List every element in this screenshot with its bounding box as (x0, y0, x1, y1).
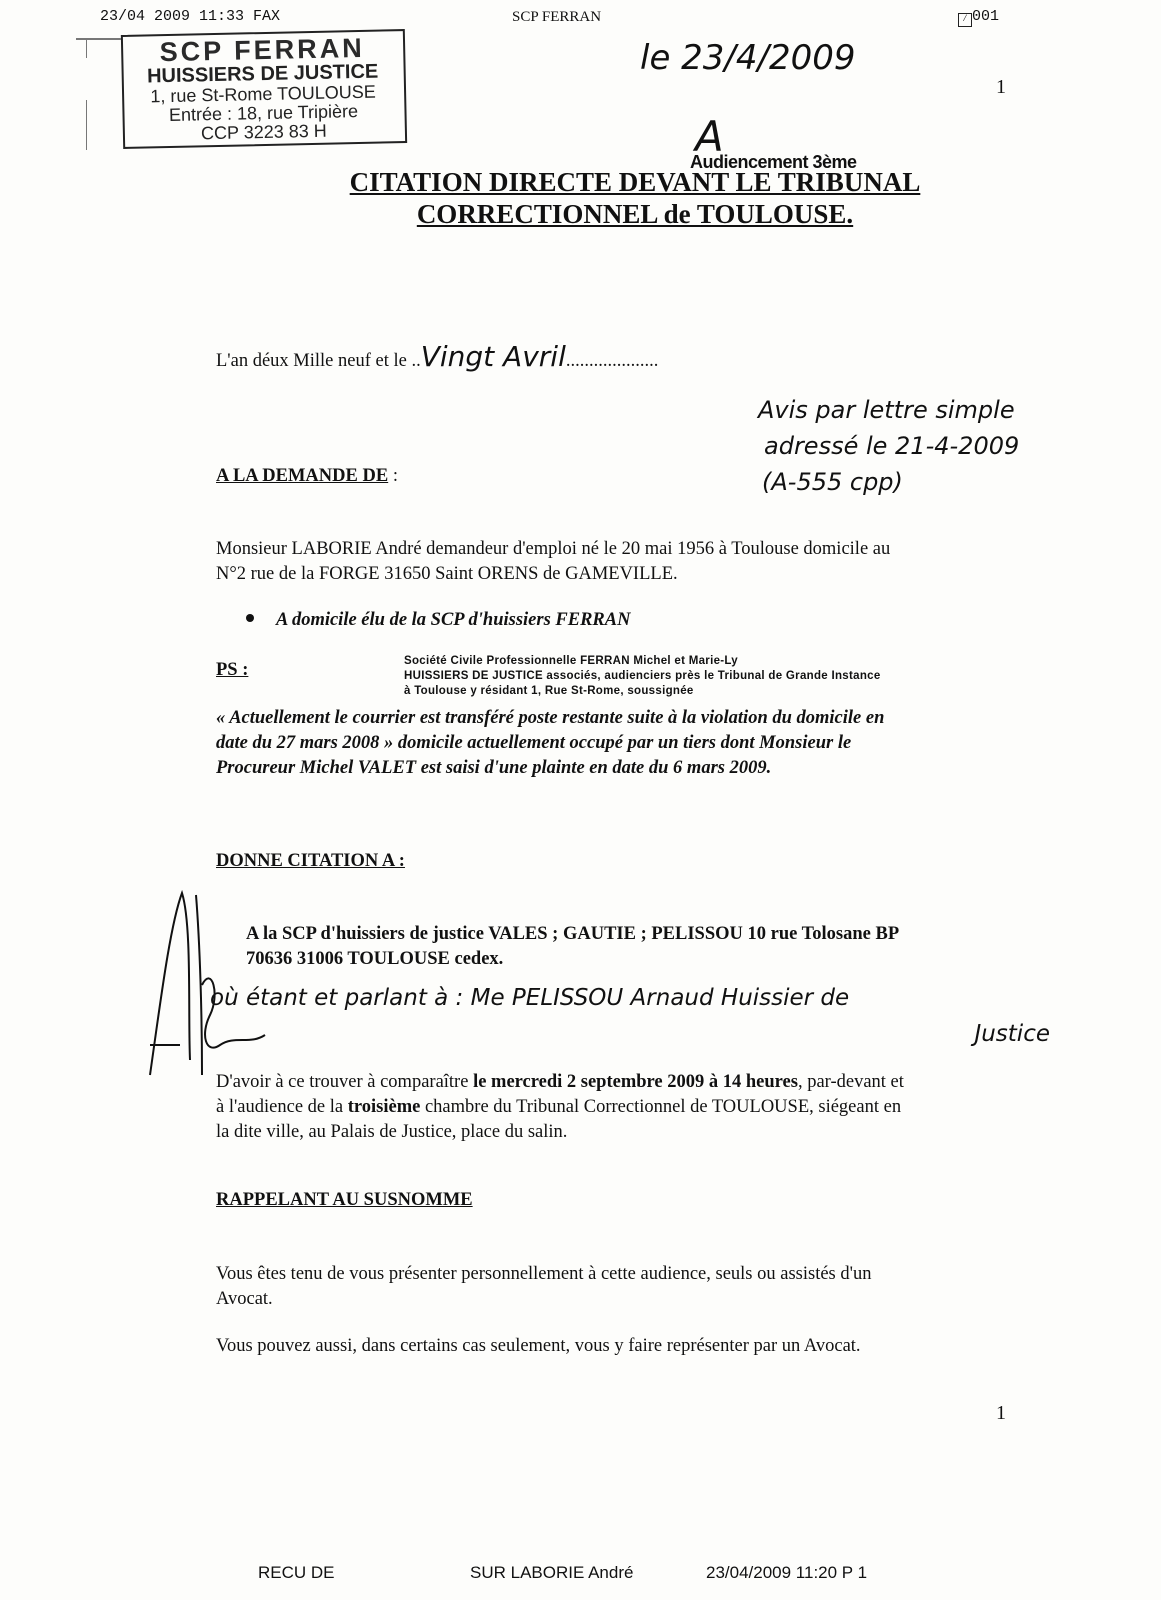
bailiff-stamp (121, 29, 407, 149)
rappel-paragraph-2: Vous pouvez aussi, dans certains cas seulement, vous y faire représenter par un Avocat. (216, 1336, 861, 1356)
ps-label: PS : (216, 660, 249, 680)
intro-line: L'an déux Mille neuf et le ..Vingt Avril.................... (216, 340, 659, 373)
handwritten-day: Vingt Avril (420, 340, 566, 373)
margin-mark (86, 100, 87, 150)
domicile-bullet: A domicile élu de la SCP d'huissiers FERRAN (246, 608, 630, 633)
rappel-heading: RAPPELANT AU SUSNOMME (216, 1190, 473, 1210)
bullet-icon (246, 614, 254, 622)
ps-text: « Actuellement le courrier est transféré poste restante suite à la violation du domicile en date du 27 mars 2008 » domicile actuellement occupé par un tiers dont Monsieur le Procureur Michel VALET est saisi d'une plainte en date du 6 mars 2009. (216, 708, 885, 778)
demande-heading: A LA DEMANDE DE : (216, 466, 398, 486)
stamp-line: 1, rue St-Rome TOULOUSE (150, 82, 376, 107)
page-number-bottom: 1 (996, 1402, 1006, 1424)
fax-footer-received: RECU DE (258, 1563, 335, 1582)
handwritten-service: où étant et parlant à : Me PELISSOU Arnaud Huissier de Justice (210, 985, 1050, 1047)
title-line: CORRECTIONNEL de TOULOUSE. (416, 199, 854, 229)
handwritten-notice: Avis par lettre simple adressé le 21-4-2009 (A-555 cpp) (758, 396, 1020, 496)
stamp-line: CCP 3223 83 H (200, 120, 327, 144)
fax-footer-from: SUR LABORIE André (470, 1563, 634, 1582)
stamp-line: HUISSIERS DE JUSTICE (146, 60, 379, 88)
demande-text: Monsieur LABORIE André demandeur d'emploi né le 20 mai 1956 à Toulouse domicile au N°2 rue de la FORGE 31650 Saint ORENS de GAMEVILLE. (216, 539, 891, 584)
handwritten-date: le 23/4/2009 (640, 38, 856, 78)
margin-mark (86, 40, 87, 58)
citation-address: A la SCP d'huissiers de justice VALES ; GAUTIE ; PELISSOU 10 rue Tolosane BP 70636 31006 TOULOUSE cedex. (246, 924, 900, 969)
fax-datetime: 23/04 2009 11:33 FAX (100, 8, 281, 25)
fax-page-code: ⁄ 001 (958, 8, 999, 27)
fax-footer-datetime: 23/04/2009 11:20 P 1 (706, 1563, 868, 1582)
comparaitre-paragraph: D'avoir à ce trouver à comparaître le mercredi 2 septembre 2009 à 14 heures, par-devant et à l'audience de la troisième chambre du Tribunal Correctionnel de TOULOUSE, siégeant en la dite ville, au Palais de Justice, place du salin. (216, 1072, 904, 1142)
fax-checkbox-icon: ⁄ (958, 13, 972, 27)
stamp-line: SCP FERRAN (159, 32, 365, 68)
ps-stamp-block: Société Civile Professionnelle FERRAN Michel et Marie-Ly HUISSIERS DE JUSTICE associés, audienciers près le Tribunal de Grande Instance à Toulouse y résidant 1, Rue St-Rome, soussignée (404, 655, 881, 697)
rappel-paragraph-1: Vous êtes tenu de vous présenter personnellement à cette audience, seuls ou assistés d'un Avocat. (216, 1264, 872, 1309)
title-line: CITATION DIRECTE DEVANT LE TRIBUNAL (349, 167, 921, 197)
stamp-line: Entrée : 18, rue Tripière (168, 101, 359, 126)
fax-sender: SCP FERRAN (512, 9, 602, 25)
handwritten-initial: A (695, 112, 724, 161)
audience-stamp: Audiencement 3ème (690, 152, 857, 172)
citation-heading: DONNE CITATION A : (216, 851, 405, 871)
page-title (185, 166, 1085, 230)
page-number-top: 1 (996, 76, 1006, 98)
